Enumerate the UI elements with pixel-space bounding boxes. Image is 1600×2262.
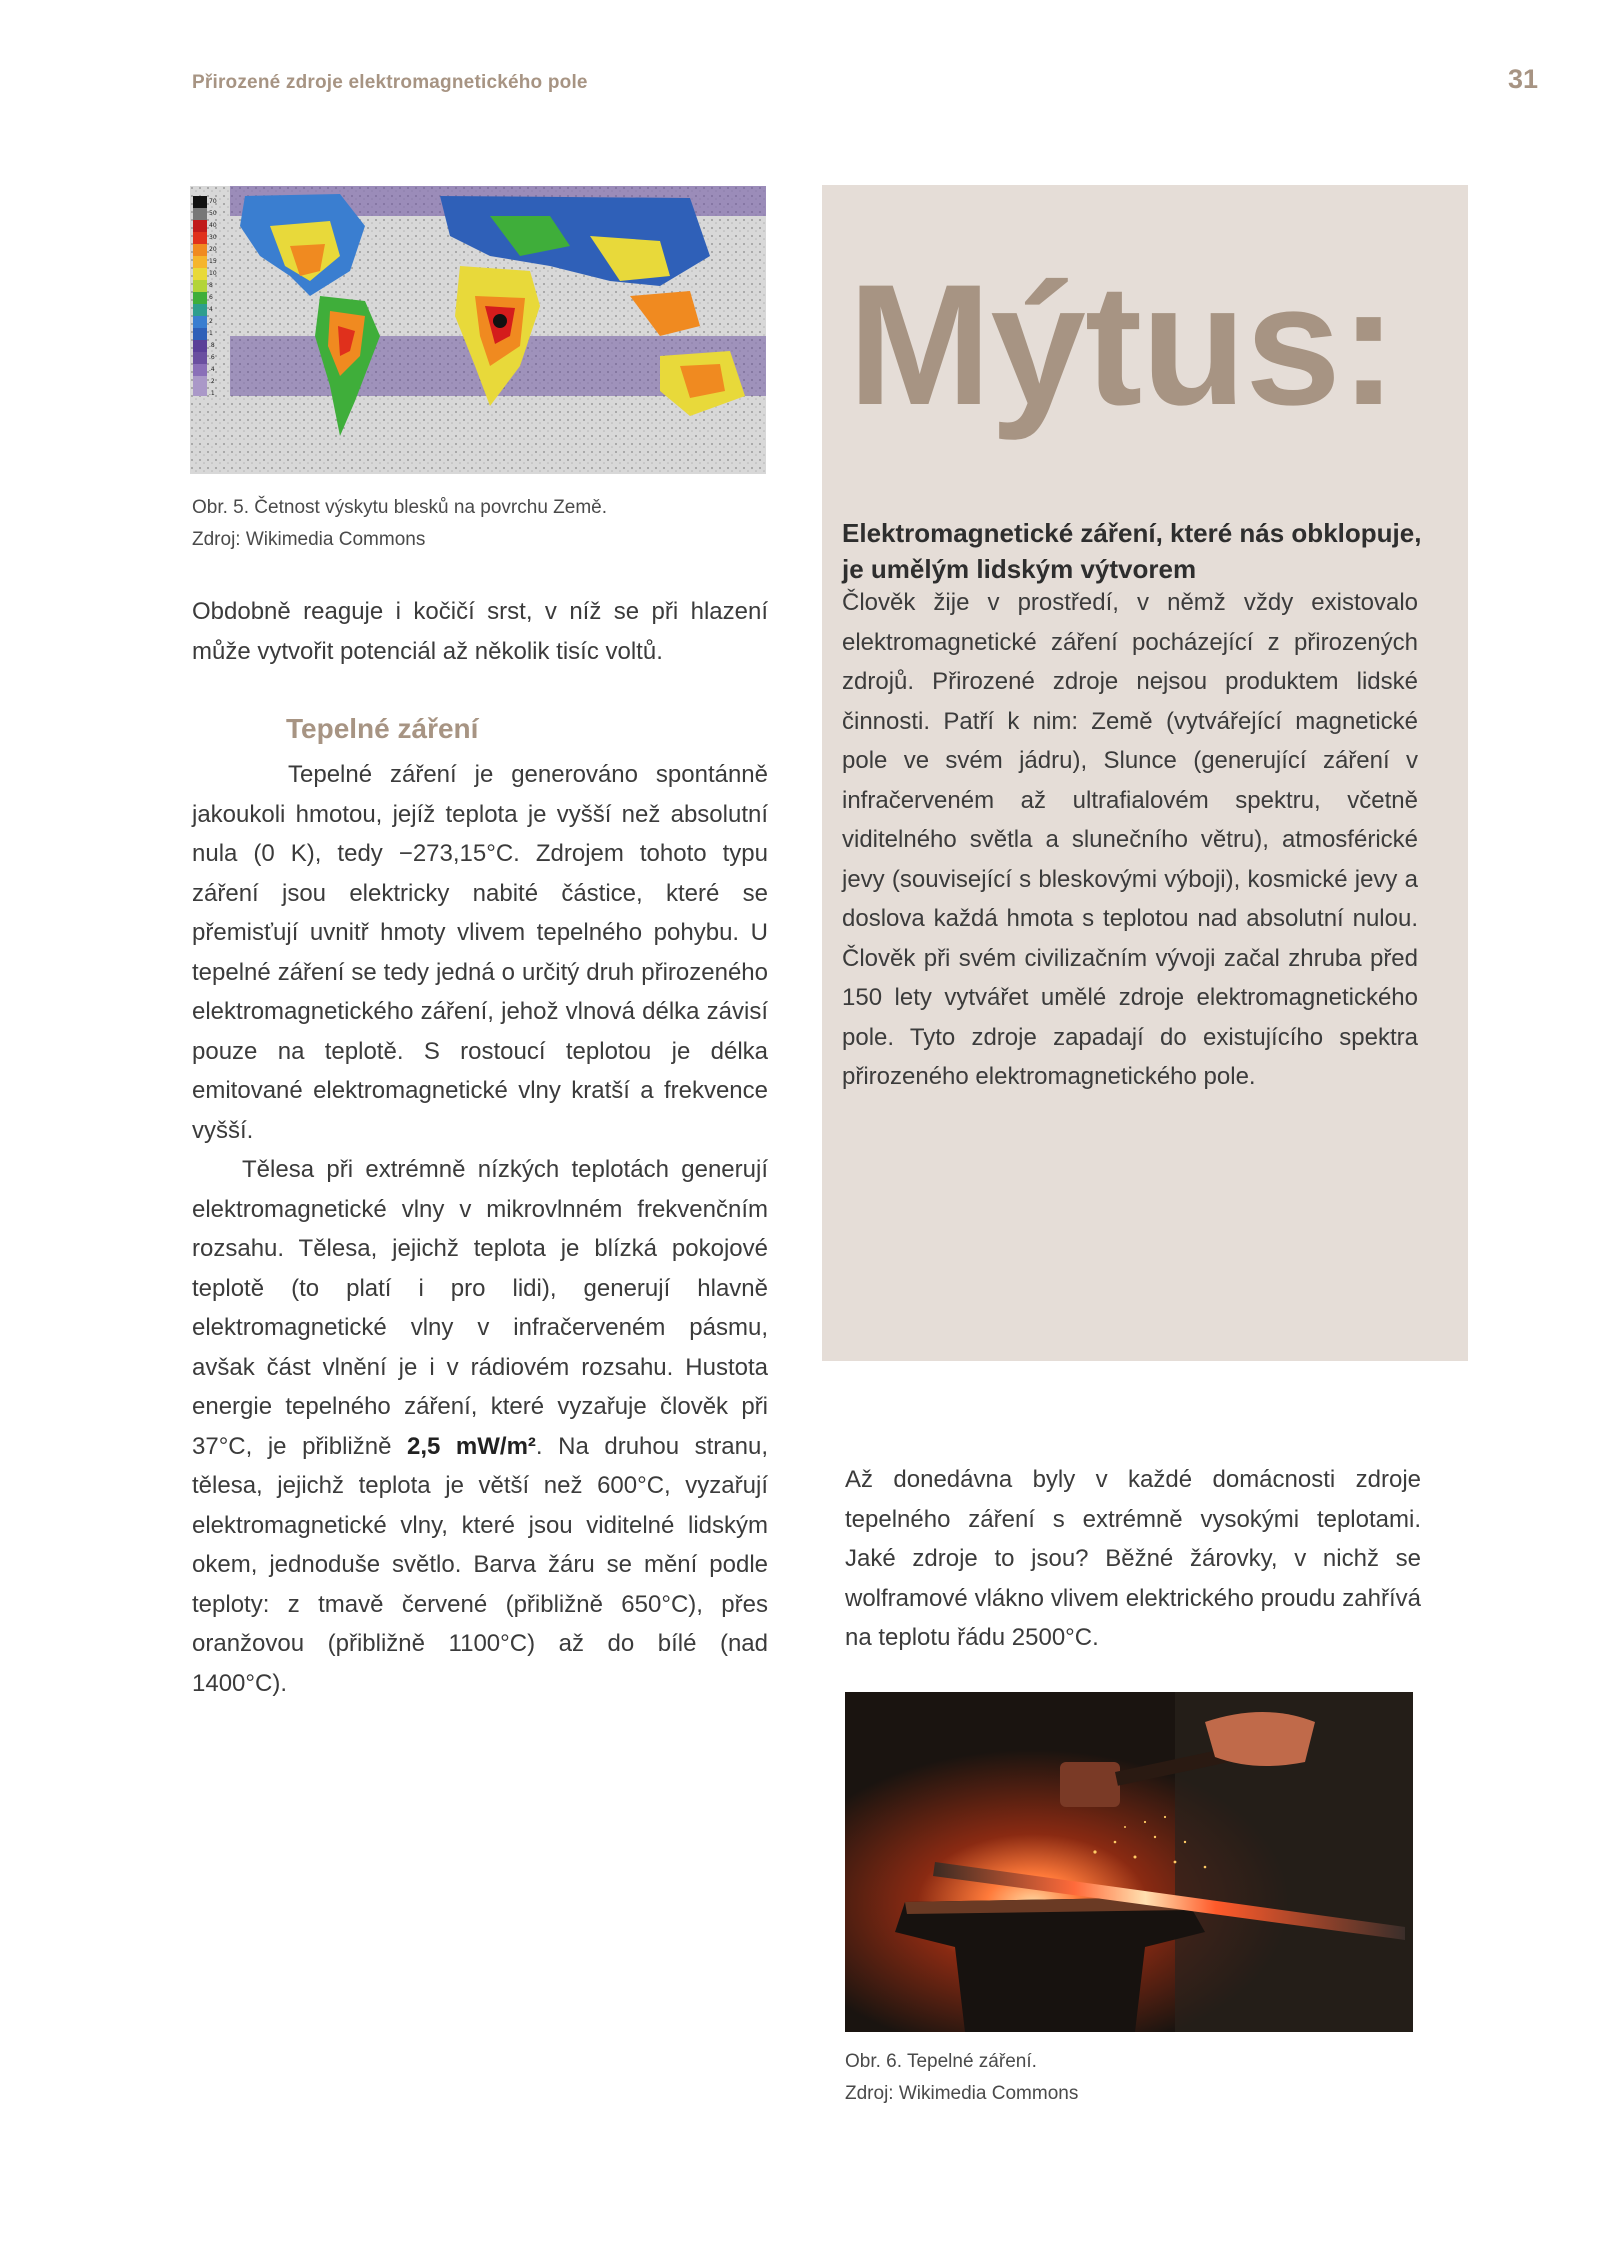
legend-tick: 2 — [209, 318, 213, 325]
legend-tick: .4 — [209, 366, 215, 373]
legend-tick: 30 — [209, 234, 217, 241]
bulbs-paragraph: Až donedávna byly v každé domácnosti zdroje tepelného záření s extrémně vysokými teplotami. Jaké zdroje to jsou? Běžné žárovky, v nichž se wolframové vlákno vlivem elektrického proudu zahřívá na teplotu řádu 2500°C. — [845, 1466, 1421, 1651]
section-heading: Tepelné záření — [286, 713, 479, 744]
legend-tick: .1 — [209, 390, 215, 397]
legend-tick: 20 — [209, 246, 217, 253]
section-body — [192, 755, 768, 1703]
legend-tick: 70 — [209, 198, 217, 205]
legend-tick: 1 — [209, 330, 213, 337]
figure6-caption-source: Zdroj: Wikimedia Commons — [845, 2083, 1079, 2104]
page-number: 31 — [1507, 64, 1538, 94]
myth-text: Člověk žije v prostředí, v němž vždy existovalo elektromagnetické záření pocházející z přirozených zdrojů. Přirozené zdroje nejsou produktem lidské činnosti. Patří k nim: Země (vytvářející magnetické pole ve svém jádru), Slunce (generující záření v infračerveném až ultrafialovém spektru, včetně viditelného světla a slunečního větru), atmosférické jevy (související s bleskovými výboji), kosmické jevy a doslova každá hmota s teplotou nad absolutní nulou. Člověk při svém civilizačním vývoji začal zhruba před 150 lety vytvářet umělé zdroje elektromagnetického pole. Tyto zdroje zapadají do existujícího spektra přirozeného elektromagnetického pole. — [842, 589, 1418, 1090]
legend-tick: 6 — [209, 294, 213, 301]
legend-tick: 40 — [209, 222, 217, 229]
legend-tick: 4 — [209, 306, 213, 313]
figure5-caption-title: Obr. 5. Četnost výskytu blesků na povrchu Země. — [192, 497, 608, 518]
myth-title: Mýtus: — [848, 249, 1397, 441]
running-title: Přirozené zdroje elektromagnetického pole — [192, 72, 588, 93]
legend-tick: 10 — [209, 270, 217, 277]
figure6-caption-title: Obr. 6. Tepelné záření. — [845, 2051, 1037, 2072]
paragraph-2-start: Tělesa při extrémně nízkých teplotách generují elektromagnetické vlny v mikrovlnném frekvenčním rozsahu. Tělesa, jejichž teplota je blízká pokojové teplotě (to platí i pro lidi), generují hlavně elektromagnetické vlny v infračerveném pásmu, avšak část vlnění je i v rádiovém rozsahu. Hustota energie tepelného záření, které vyzařuje člověk při 37°C, je přibližně — [192, 1156, 768, 1460]
energy-density-value: 2,5 mW/m² — [407, 1432, 536, 1460]
legend-tick: 50 — [209, 210, 217, 217]
figure5-caption — [192, 492, 772, 556]
legend-tick: .2 — [209, 378, 215, 385]
legend-tick: .8 — [209, 342, 215, 349]
forge-photo-image — [845, 1692, 1413, 2032]
legend-tick: 8 — [209, 282, 213, 289]
paragraph-2-end: . Na druhou stranu, tělesa, jejichž teplota je větší než 600°C, vyzařují elektromagnetické vlny, které jsou viditelné lidským okem, jednoduše světlo. Barva žáru se mění podle teploty: z tmavě červené (přibližně 650°C), přes oranžovou (přibližně 1100°C) až do bílé (nad 1400°C). — [192, 1432, 768, 1697]
figure5-caption-source: Zdroj: Wikimedia Commons — [192, 529, 426, 550]
legend-tick: .6 — [209, 354, 215, 361]
myth-heading: Elektromagnetické záření, které nás obklopuje, je umělým lidským výtvorem — [842, 518, 1422, 584]
section-paragraph-2 — [192, 1150, 768, 1703]
figure6-caption — [845, 2046, 1405, 2110]
intro-paragraph: Obdobně reaguje i kočičí srst, v níž se při hlazení může vytvořit potenciál až několik tisíc voltů. — [192, 598, 768, 665]
section-paragraph-1: Tepelné záření je generováno spontánně jakoukoli hmotou, jejíž teplota je vyšší než absolutní nula (0 K), tedy −273,15°C. Zdrojem tohoto typu záření jsou elektricky nabité částice, které se přemisťují uvnitř hmoty vlivem tepelného pohybu. U tepelné záření se tedy jedná o určitý druh přirozeného elektromagnetického záření, jehož vlnová délka závisí pouze na teplotě. S rostoucí teplotou je délka emitované elektromagnetické vlny kratší a frekvence vyšší. — [192, 761, 768, 1144]
myth-box — [822, 185, 1468, 1361]
legend-tick: 15 — [209, 258, 217, 265]
lightning-map-image — [190, 186, 766, 474]
